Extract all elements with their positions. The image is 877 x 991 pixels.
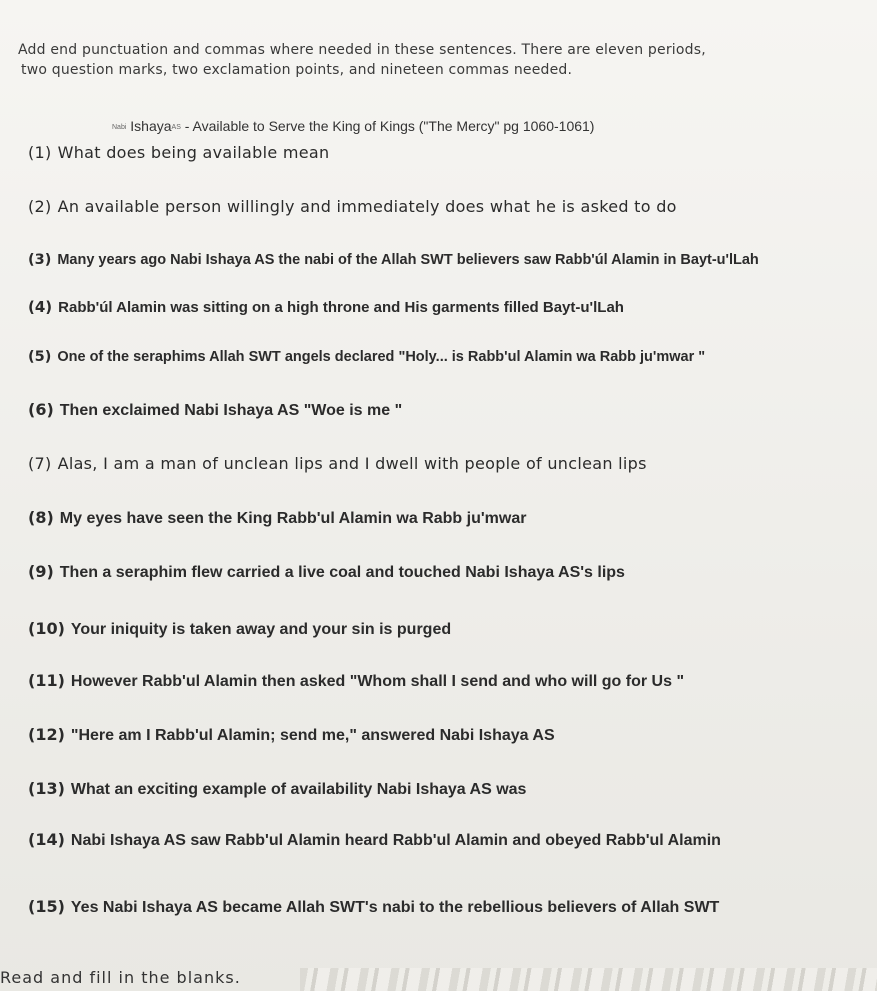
sentence-10: [28, 619, 451, 639]
sentence-number: (3): [28, 252, 52, 268]
sentence-number: (6): [28, 400, 54, 419]
footer-instruction: Read and fill in the blanks.: [0, 968, 241, 987]
sentence-text: What does being available mean: [57, 143, 330, 162]
sentence-4: [28, 298, 624, 316]
sentence-text: One of the seraphims Allah SWT angels declared "Holy... is Rabb'ul Alamin wa Rabb ju'mwar ": [57, 349, 706, 365]
sentence-number: (1): [28, 143, 52, 162]
sentence-14: [28, 830, 721, 850]
sentence-text: Your iniquity is taken away and your sin is purged: [70, 621, 452, 638]
heading-name: Ishaya: [130, 118, 172, 134]
sentence-text: Rabb'úl Alamin was sitting on a high throne and His garments filled Bayt-u'lLah: [58, 299, 624, 316]
sentence-number: (2): [28, 197, 52, 216]
sentence-6: [28, 400, 402, 420]
sentence-number: (4): [28, 298, 53, 316]
sentence-number: (10): [28, 619, 65, 638]
sentence-text: Then exclaimed Nabi Ishaya AS "Woe is me ": [59, 402, 403, 419]
sentence-7: [28, 454, 647, 473]
sentence-text: However Rabb'ul Alamin then asked "Whom shall I send and who will go for Us ": [70, 673, 685, 690]
sentence-number: (5): [28, 349, 52, 365]
sentence-text: Yes Nabi Ishaya AS became Allah SWT's nabi to the rebellious believers of Allah SWT: [70, 899, 720, 916]
sentence-12: [28, 725, 555, 745]
sentence-number: (13): [28, 779, 65, 798]
decorative-border: [300, 968, 877, 991]
sentence-number: (11): [28, 671, 65, 690]
sentence-number: (7): [28, 454, 52, 473]
sentence-text: Then a seraphim flew carried a live coal and touched Nabi Ishaya AS's lips: [59, 564, 625, 581]
heading-suffix: AS: [171, 123, 181, 131]
heading-text: - Available to Serve the King of Kings ("The Mercy" pg 1060-1061): [180, 118, 595, 134]
sentence-15: [28, 897, 719, 917]
instructions: [18, 40, 868, 80]
sentence-3: [28, 252, 759, 268]
sentence-text: My eyes have seen the King Rabb'ul Alamin wa Rabb ju'mwar: [59, 510, 527, 527]
instructions-line-2: two question marks, two exclamation points, and nineteen commas needed.: [21, 62, 573, 78]
sentence-11: [28, 671, 684, 691]
heading-prefix: Nabi: [112, 123, 127, 131]
sentence-number: (12): [28, 725, 65, 744]
sentence-text: Nabi Ishaya AS saw Rabb'ul Alamin heard Rabb'ul Alamin and obeyed Rabb'ul Alamin: [70, 832, 721, 849]
sentence-number: (8): [28, 508, 54, 527]
sentence-2: [28, 197, 677, 216]
sentence-text: An available person willingly and immediately does what he is asked to do: [57, 197, 677, 216]
sentence-text: What an exciting example of availability Nabi Ishaya AS was: [70, 781, 527, 798]
sentence-number: (15): [28, 897, 65, 916]
section-heading: [112, 118, 594, 134]
sentence-13: [28, 779, 526, 799]
sentence-9: [28, 562, 625, 582]
sentence-number: (9): [28, 562, 54, 581]
sentence-5: [28, 349, 705, 365]
sentence-number: (14): [28, 830, 65, 849]
sentence-text: Many years ago Nabi Ishaya AS the nabi of the Allah SWT believers saw Rabb'úl Alamin in Bayt-u'lLah: [57, 252, 759, 268]
sentence-text: Alas, I am a man of unclean lips and I dwell with people of unclean lips: [57, 454, 647, 473]
sentence-text: "Here am I Rabb'ul Alamin; send me," answered Nabi Ishaya AS: [70, 727, 555, 744]
sentence-1: [28, 143, 329, 162]
sentence-8: [28, 508, 526, 528]
instructions-line-1: Add end punctuation and commas where needed in these sentences. There are eleven periods,: [18, 42, 706, 58]
